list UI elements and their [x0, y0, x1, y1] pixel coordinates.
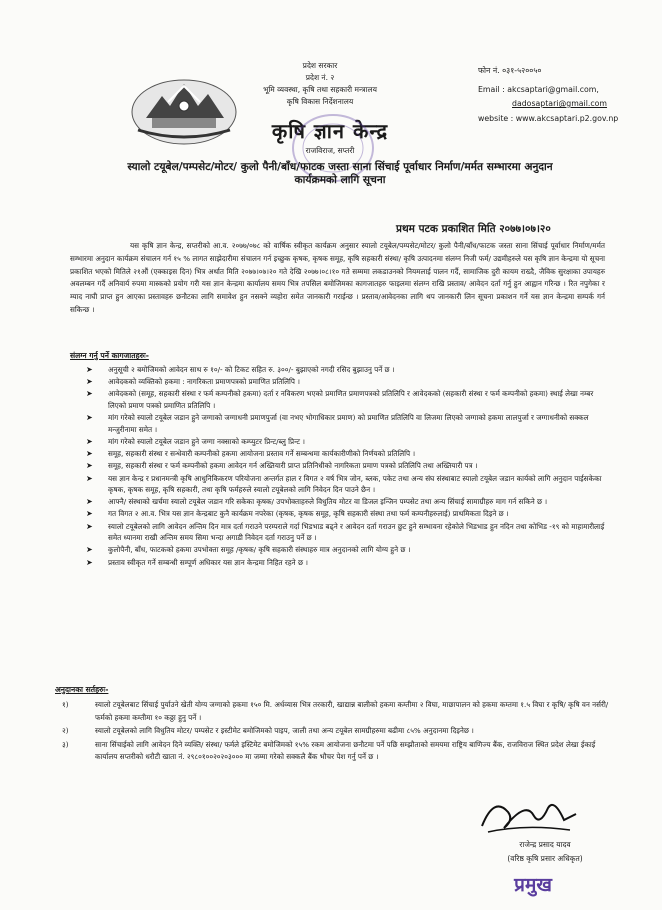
bullet-icon: ➤ — [86, 545, 93, 555]
published-date: प्रथम पटक प्रकाशित मिति २०७७।०७।२० — [396, 223, 551, 235]
condition-item: ३) साना सिंचाईको लागि आवेदन दिने व्यक्ति/ संस्था/ फर्मले इस्टिमेट बमोजिमको १५% रकम आयोजना छनौटमा पर्ने पछि सम्झौताको समयमा राष्ट्रिय बाणिज्य बैंक, राजविराज स्थित प्रदेश लेखा ईकाई कार्यालय सप्तरीको धरौटी खाता नं. २९८०१००२०२०३००० मा जम्मा गरेको सक्कलै बैंक भौचर पेश गर्नु पर्ने छ । — [62, 739, 596, 761]
document-item: ➤ यस ज्ञान केन्द्र र प्रधानमन्त्री कृषि आधुनिकिकरण परियोजना अन्तर्गत हाल र विगत २ वर्ष भित्र जोन, ब्लक, पकेट तथा अन्य संघ संस्थाबाट स्यालो टयूबेल जडान कार्यको लागि अनुदान पाईसकेका कृषक, कृषक समूह, कृषि सहकारी, तथा कृषि फर्महरुले स्यालो टयूबेलको लागि निवेदन दिन पाउने छैन । — [86, 473, 602, 495]
bullet-icon: ➤ — [86, 413, 93, 423]
documents-list — [70, 364, 610, 569]
bullet-icon: ➤ — [86, 449, 93, 459]
website-link[interactable]: website : www.akcsaptari.p2.gov.np — [478, 113, 619, 123]
office-title: कृषि ज्ञान केन्द्र — [271, 119, 389, 143]
contact-block — [478, 64, 658, 126]
organization-header — [250, 60, 390, 108]
org-line: भूमि व्यवस्था, कृषि तथा सहकारी मन्त्रालय — [263, 85, 377, 94]
subject-line-2: कार्यक्रमको लागि सूचना — [294, 174, 386, 186]
handwritten-signature — [474, 790, 584, 838]
bullet-icon: ➤ — [86, 509, 93, 519]
document-item: ➤ आवेदकको (समूह, सहकारी संस्था र फर्म कम्पनीको हकमा) दर्ता र नविकरण भएको प्रमाणित प्रमाणपत्रको प्रतिलिपि र आवेदकको (सहकारी संस्था र फर्म कम्पनीको हकमा) स्थाई लेखा नम्बर लिएको प्रमाण पत्रको प्रमाणित प्रतिलिपि । — [86, 389, 594, 410]
email-primary: Email : akcsaptari@gmail.com, — [478, 84, 599, 94]
document-item: ➤ आवेदकको व्यक्तिको हकमा : नागरिकता प्रमाणपत्रको प्रमाणित प्रतिलिपि । — [86, 377, 300, 387]
bullet-icon: ➤ — [86, 497, 93, 507]
bullet-icon: ➤ — [86, 377, 93, 387]
bullet-icon: ➤ — [86, 557, 93, 567]
government-logo — [128, 72, 240, 148]
conditions-list — [55, 699, 615, 765]
bullet-icon: ➤ — [86, 521, 93, 531]
bullet-icon: ➤ — [86, 389, 93, 399]
org-line: कृषि विकास निर्देशनालय — [286, 97, 354, 106]
document-item: ➤ गत विगत २ आ.व. भित्र यस ज्ञान केन्द्रबाट कुनै कार्यक्रम नपरेका (कृषक, कृषक समूह, कृषि सहकारी संस्था तथा फर्म कम्पनीहरुलाई) प्राथमिकता दिइने छ । — [86, 509, 509, 519]
designation-stamp: प्रमुख — [514, 874, 552, 896]
office-location: राजविराज, सप्तरी — [305, 146, 355, 155]
subject-line-1: स्यालो टयूबेल/पम्पसेट/मोटर/ कुलो पैनी/बाँध/फाटक जस्ता साना सिंचाई पूर्वाधार निर्माण/मर्मत सम्भारमा अनुदान — [127, 161, 553, 173]
document-item: ➤ स्यालो टयूबेलको लागि आवेदन अन्तिम दिन मात्र दर्ता गराउने परम्पराले गर्दा भिडभाड बढ्ने र आवेदन दर्ता गराउन छुट हुने सम्भावना रहेकोले भिडभाड हुन नदिन तथा कोभिड -१९ को माहामारीलाई समेत ध्यानमा राखी अन्तिम समय सिमा भन्दा अगाडी निवेदन दर्ता गराउनु पर्ने छ । — [86, 521, 605, 543]
bullet-icon: ➤ — [86, 461, 93, 471]
notice-subject — [60, 161, 620, 187]
document-item: ➤ अनुसूची २ बमोजिमको आवेदन साथ रु १०/- को टिकट सहित रु. ३००/- बुझाएको नगदी रसिद बुझाउनु पर्ने छ । — [86, 365, 395, 374]
bullet-icon: ➤ — [86, 365, 93, 374]
signatory-designation: (वरिष्ठ कृषि प्रसार अधिकृत) — [507, 854, 583, 863]
document-item: ➤ कुलोपैनी, बाँध, फाटकको हकमा उपभोक्ता समूह /कृषक/ कृषि सहकारी संस्थाहरु मात्र अनुदानको लागि योग्य हुने छ । — [86, 545, 411, 555]
bullet-icon: ➤ — [86, 473, 93, 483]
document-item: ➤ आफ्नै/ संस्थाको खर्चमा स्यालो टयूबेल जडान गरि सकेका कृषक/ उपभोक्ताहरुले विधुतिय मोटर वा डिजल इन्जिन पम्पसेट तथा अन्य सिंचाई सामाग्रीहरु माग गर्न सकिने छ । — [86, 497, 548, 507]
condition-item: २) स्यालो टयूबेलको लागि विधुतिय मोटर/ पम्पसेट र इस्टीमेट बमोजिमको पाइप, जाली तथा अन्य टयूबेल सामग्रीहरुमा बढीमा ८५% अनुदानमा दिइनेछ । — [62, 726, 474, 735]
signatory-name: राजेन्द्र प्रसाद यादव — [519, 840, 571, 849]
condition-item: १) स्यालो टयूबेलबाट सिंचाई पुर्याउने खेती योग्य जग्गाको हकमा १५० मि. अर्धव्यास भित्र तरकारी, खाद्यान्न बालीको हकमा कम्तीमा २ विघा, माछापालन को हकमा कम्तमा १.५ विघा र कृषि/ कृषि वन नर्सरी/ फर्मको हकमा कम्तीमा १० कठ्ठा हुनु पर्ने । — [62, 700, 609, 722]
org-line: प्रदेश सरकार — [302, 61, 338, 70]
document-item: ➤ मांग गरेको स्यालो टयूबेल जडान हुने जग्गाको जग्गाधनी प्रमाणपुर्जा (वा नभए भोगाधिकार प्रमाण) को प्रमाणित प्रतिलिपि वा लिजमा लिएको जग्गाको हकमा लालपुर्जा र जग्गाधनीको सक्कल मन्जुरीनामा समेत । — [86, 413, 589, 434]
org-line: प्रदेश नं. २ — [305, 73, 335, 82]
document-item: ➤ मांग गरेको स्यालो टयूबेल जडान हुने जग्गा नक्साको कम्प्युटर प्रिन्ट/ब्लु प्रिन्ट । — [86, 436, 305, 446]
bullet-icon: ➤ — [86, 436, 93, 446]
email-secondary-link[interactable]: dadosaptari@gmail.com — [512, 99, 608, 108]
documents-heading: संलग्न गर्नु पर्ने कागजातहरुः- — [70, 351, 149, 360]
document-item: ➤ समूह, सहकारी संस्था र फर्म कम्पनीको हकमा आवेदन गर्न अख्तियारी प्राप्त प्रतिनिधीको नागरिकता प्रमाण पत्रको प्रतिलिपि तथा अख्तियारी पत्र । — [86, 461, 478, 471]
conditions-heading: अनुदानका सर्तहरुः- — [55, 685, 109, 694]
document-item: ➤ समूह, सहकारी संस्था र सन्धेवारी कम्पनीको हकमा आयोजना प्रस्ताव गर्ने सम्बन्धमा कार्यकारीणीको निर्णयको प्रतिलिपि । — [86, 449, 416, 459]
document-item: ➤ प्रस्ताव स्वीकृत गर्ने सम्बन्धी सम्पूर्ण अधिकार यस ज्ञान केन्द्रमा निहित रहने छ । — [86, 557, 308, 567]
phone-number: फोन नं. ०३१-५२००५० — [478, 66, 542, 75]
intro-paragraph: यस कृषि ज्ञान केन्द्र, सप्तरीको आ.व. २०७७/०७८ को वार्षिक स्वीकृत कार्यक्रम अनुसार स्यालो टयूबेल/पम्पसेट/मोटर/ कुलो पैनी/बाँध/फाटक जस्ता साना सिंचाई पूर्वाधार निर्माण/मर्मत सम्भारमा अनुदान कार्यक्रम संचालन गर्न १५ % लागत साझेदारीमा संचालन गर्न इच्छुक कृषक, कृषक समूह, कृषि सहकारी संस्था/ कृषि उत्पादनमा संलग्न निजी फर्म/ उद्यमीहरुले यस कृषि ज्ञान केन्द्रमा यो सूचना प्रकाशित भएको मितिले २१औं (एक्काइस दिन) भित्र अर्थात मिति २०७७।०७।२० गते देखि २०७७।०८।१० गते सम्ममा लकडाउनको नियमलाई पालन गर्दै, सामाजिक दुरी कायम राख्दै, जैविक सुरक्षाका उपायहरु अवलम्बन गर्दै अनिवार्य रुपमा मास्कको प्रयोग गरी यस ज्ञान केन्द्रमा कार्यालय समय भित्र तपसिल बमोजिमका कागजातहरु फाइलमा संलग्न राखि प्रस्ताव/ आवेदन दर्ता गर्नु हुन आह्वान गरिन्छ । रित नपुगेका र म्याद नाघी प्राप्त हुन आएका प्रस्तावहरु छनौटका लागि समावेश हुन नसक्ने व्यहोरा समेत जानकारी गराईन्छ । प्रस्ताव/आवेदनका लागि थप जानकारी लिन सूचना प्रकाशन गर्ने यस ज्ञान केन्द्रमा सम्पर्क गर्न सकिन्छ । — [70, 241, 605, 314]
